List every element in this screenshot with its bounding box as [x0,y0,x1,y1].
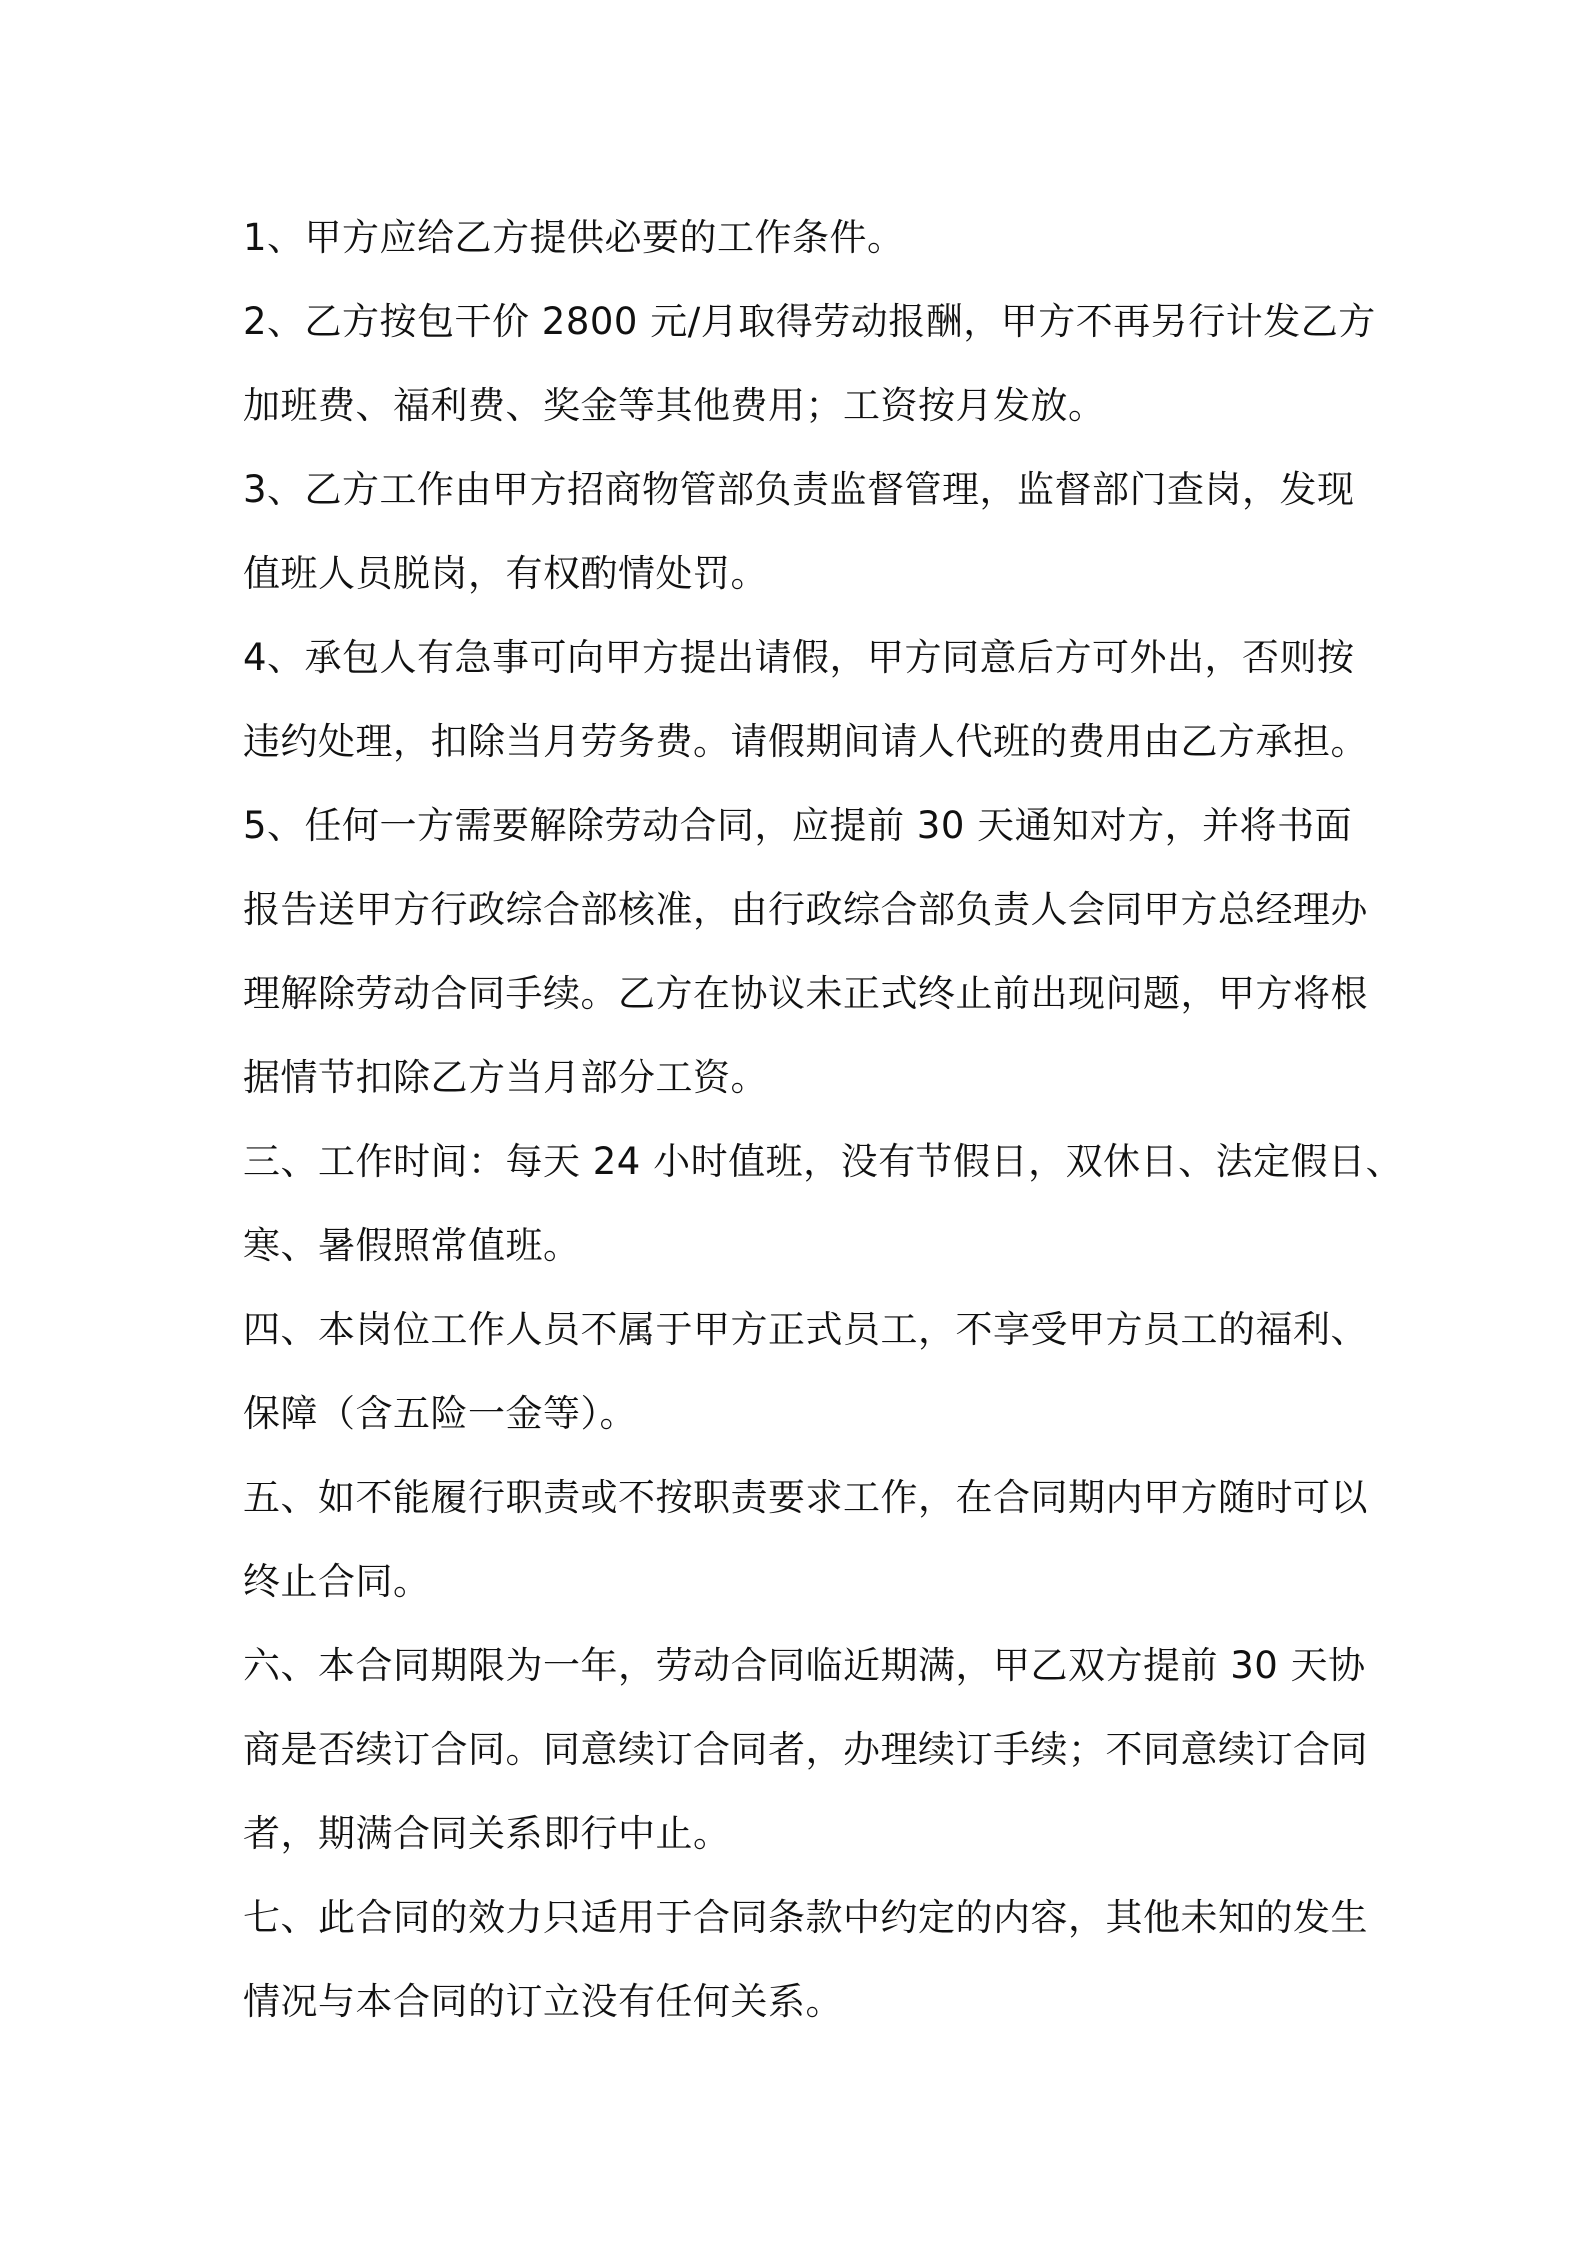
text-line: 理解除劳动合同手续。乙方在协议未正式终止前出现问题，甲方将根 [243,972,1368,1015]
text-line: 保障（含五险一金等）。 [243,1392,637,1435]
text-line: 据情节扣除乙方当月部分工资。 [243,1056,768,1099]
text-line: 寒、暑假照常值班。 [243,1224,581,1267]
text-line: 4、承包人有急事可向甲方提出请假，甲方同意后方可外出，否则按 [243,636,1355,679]
text-line: 五、如不能履行职责或不按职责要求工作，在合同期内甲方随时可以 [243,1476,1368,1519]
text-line: 六、本合同期限为一年，劳动合同临近期满，甲乙双方提前 30 天协 [243,1644,1366,1687]
text-line: 四、本岗位工作人员不属于甲方正式员工，不享受甲方员工的福利、 [243,1308,1368,1351]
text-line: 情况与本合同的订立没有任何关系。 [243,1980,843,2023]
text-line: 违约处理，扣除当月劳务费。请假期间请人代班的费用由乙方承担。 [243,720,1368,763]
paragraph-4 [243,616,1373,784]
text-line: 加班费、福利费、奖金等其他费用；工资按月发放。 [243,384,1106,427]
text-line: 终止合同。 [243,1560,431,1603]
paragraph-contract-term [243,1624,1373,1876]
paragraph-employee-status [243,1288,1373,1456]
paragraph-work-hours [243,1120,1404,1288]
paragraph-contract-scope [243,1876,1373,2044]
paragraph-3 [243,448,1373,616]
text-line: 商是否续订合同。同意续订合同者，办理续订手续；不同意续订合同 [243,1728,1368,1771]
paragraph-2 [243,280,1376,448]
paragraph-1 [243,196,1373,280]
text-line: 者，期满合同关系即行中止。 [243,1812,731,1855]
paragraph-5 [243,784,1373,1120]
text-line: 5、任何一方需要解除劳动合同，应提前 30 天通知对方，并将书面 [243,804,1353,847]
text-line: 值班人员脱岗，有权酌情处罚。 [243,552,768,595]
text-line: 三、工作时间：每天 24 小时值班，没有节假日，双休日、法定假日、 [243,1140,1404,1183]
text-line: 1、甲方应给乙方提供必要的工作条件。 [243,216,905,259]
document-body [243,196,1404,2044]
text-line: 2、乙方按包干价 2800 元/月取得劳动报酬，甲方不再另行计发乙方 [243,300,1376,343]
text-line: 3、乙方工作由甲方招商物管部负责监督管理，监督部门查岗，发现 [243,468,1355,511]
text-line: 七、此合同的效力只适用于合同条款中约定的内容，其他未知的发生 [243,1896,1368,1939]
paragraph-termination [243,1456,1373,1624]
text-line: 报告送甲方行政综合部核准，由行政综合部负责人会同甲方总经理办 [243,888,1368,931]
